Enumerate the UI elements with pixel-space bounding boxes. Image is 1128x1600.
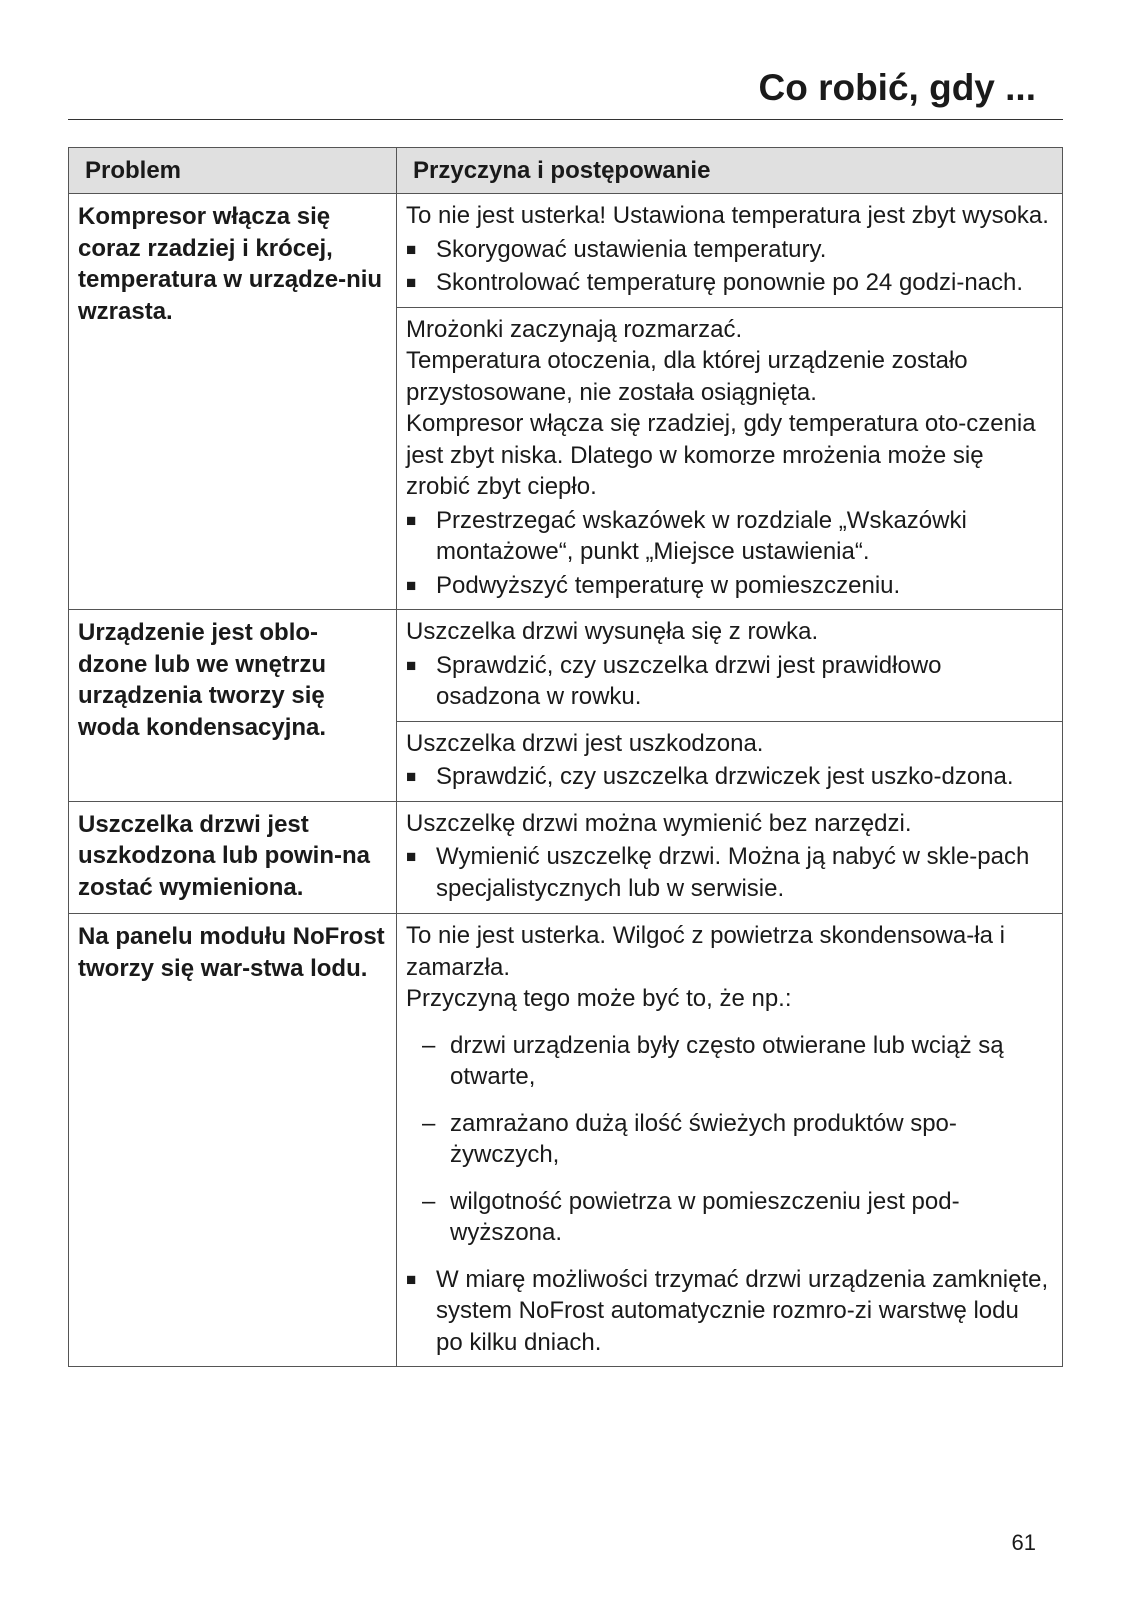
bullet-item: ■ Sprawdzić, czy uszczelka drzwiczek jest uszko-dzona. — [406, 761, 1052, 793]
bullet-item: ■ Wymienić uszczelkę drzwi. Można ją nabyć w skle-pach specjalistycznych lub w serwisie. — [406, 841, 1052, 904]
table-row — [69, 194, 1063, 308]
square-bullet-icon: ■ — [406, 655, 417, 675]
problem-cell: Uszczelka drzwi jest uszkodzona lub powin-na zostać wymieniona. — [69, 801, 397, 914]
square-bullet-icon: ■ — [406, 273, 417, 292]
cause-text: Uszczelka drzwi jest uszkodzona. — [406, 729, 764, 757]
bullet-item: ■ Przestrzegać wskazówek w rozdziale „Wskazówki montażowe“, punkt „Miejsce ustawienia“. — [406, 505, 1052, 568]
dash-bullet-icon: – — [422, 1109, 436, 1137]
square-bullet-icon: ■ — [406, 767, 417, 786]
cause-cell — [397, 721, 1063, 801]
dash-item: – wilgotność powietrza w pomieszczeniu jest pod-wyższona. — [406, 1186, 1052, 1249]
cause-text: Mrożonki zaczynają rozmarzać. — [406, 315, 743, 343]
cause-text: Przyczyną tego może być to, że np.: — [406, 985, 792, 1012]
dash-bullet-icon: – — [422, 1031, 436, 1059]
dash-item: – zamrażano dużą ilość świeżych produktów spo-żywczych, — [406, 1108, 1052, 1171]
dash-item: – drzwi urządzenia były często otwierane lub wciąż są otwarte, — [406, 1030, 1052, 1093]
table-row — [69, 801, 1063, 914]
cause-cell — [397, 307, 1063, 610]
square-bullet-icon: ■ — [406, 1269, 417, 1289]
cause-text: Temperatura otoczenia, dla której urządzenie zostało przystosowane, nie została osiągnięta. — [406, 347, 968, 406]
bullet-item: ■ Skorygować ustawienia temperatury. — [406, 234, 1052, 266]
dash-bullet-icon: – — [422, 1187, 436, 1215]
table-row — [69, 610, 1063, 722]
page-title: Co robić, gdy ... — [758, 67, 1036, 108]
bullet-item: ■ Podwyższyć temperaturę w pomieszczeniu. — [406, 570, 1052, 602]
title-divider — [68, 119, 1063, 120]
cause-cell — [397, 610, 1063, 722]
troubleshooting-table — [68, 147, 1063, 1367]
square-bullet-icon: ■ — [406, 575, 417, 595]
cause-text: Kompresor włącza się rzadziej, gdy temperatura oto-czenia jest zbyt niska. Dlatego w komorze mrożenia może się zrobić zbyt ciepło. — [406, 410, 1036, 500]
cause-cell — [397, 914, 1063, 1367]
square-bullet-icon: ■ — [406, 510, 417, 530]
table-header-row — [69, 148, 1063, 194]
square-bullet-icon: ■ — [406, 239, 417, 259]
cause-text: To nie jest usterka! Ustawiona temperatura jest zbyt wysoka. — [406, 202, 1049, 229]
column-header-cause: Przyczyna i postępowanie — [397, 148, 1063, 194]
problem-cell: Kompresor włącza się coraz rzadziej i krócej, temperatura w urządze-niu wzrasta. — [69, 194, 397, 610]
cause-text: To nie jest usterka. Wilgoć z powietrza skondensowa-ła i zamarzła. — [406, 922, 1005, 981]
bullet-item: ■ Sprawdzić, czy uszczelka drzwi jest prawidłowo osadzona w rowku. — [406, 650, 1052, 713]
cause-text: Uszczelkę drzwi można wymienić bez narzędzi. — [406, 809, 912, 837]
bullet-item: ■ W miarę możliwości trzymać drzwi urządzenia zamknięte, system NoFrost automatycznie rozmro-zi warstwę lodu po kilku dniach. — [406, 1264, 1052, 1359]
cause-cell — [397, 194, 1063, 308]
table-row — [69, 914, 1063, 1367]
dash-list — [406, 1030, 1052, 1249]
bullet-item: ■ Skontrolować temperaturę ponownie po 24 godzi-nach. — [406, 267, 1052, 299]
column-header-problem: Problem — [69, 148, 397, 194]
square-bullet-icon: ■ — [406, 847, 417, 866]
cause-text: Uszczelka drzwi wysunęła się z rowka. — [406, 618, 819, 645]
page-number: 61 — [1011, 1530, 1036, 1555]
problem-cell: Urządzenie jest oblo-dzone lub we wnętrzu urządzenia tworzy się woda kondensacyjna. — [69, 610, 397, 802]
cause-cell — [397, 801, 1063, 914]
problem-cell: Na panelu modułu NoFrost tworzy się war-stwa lodu. — [69, 914, 397, 1367]
